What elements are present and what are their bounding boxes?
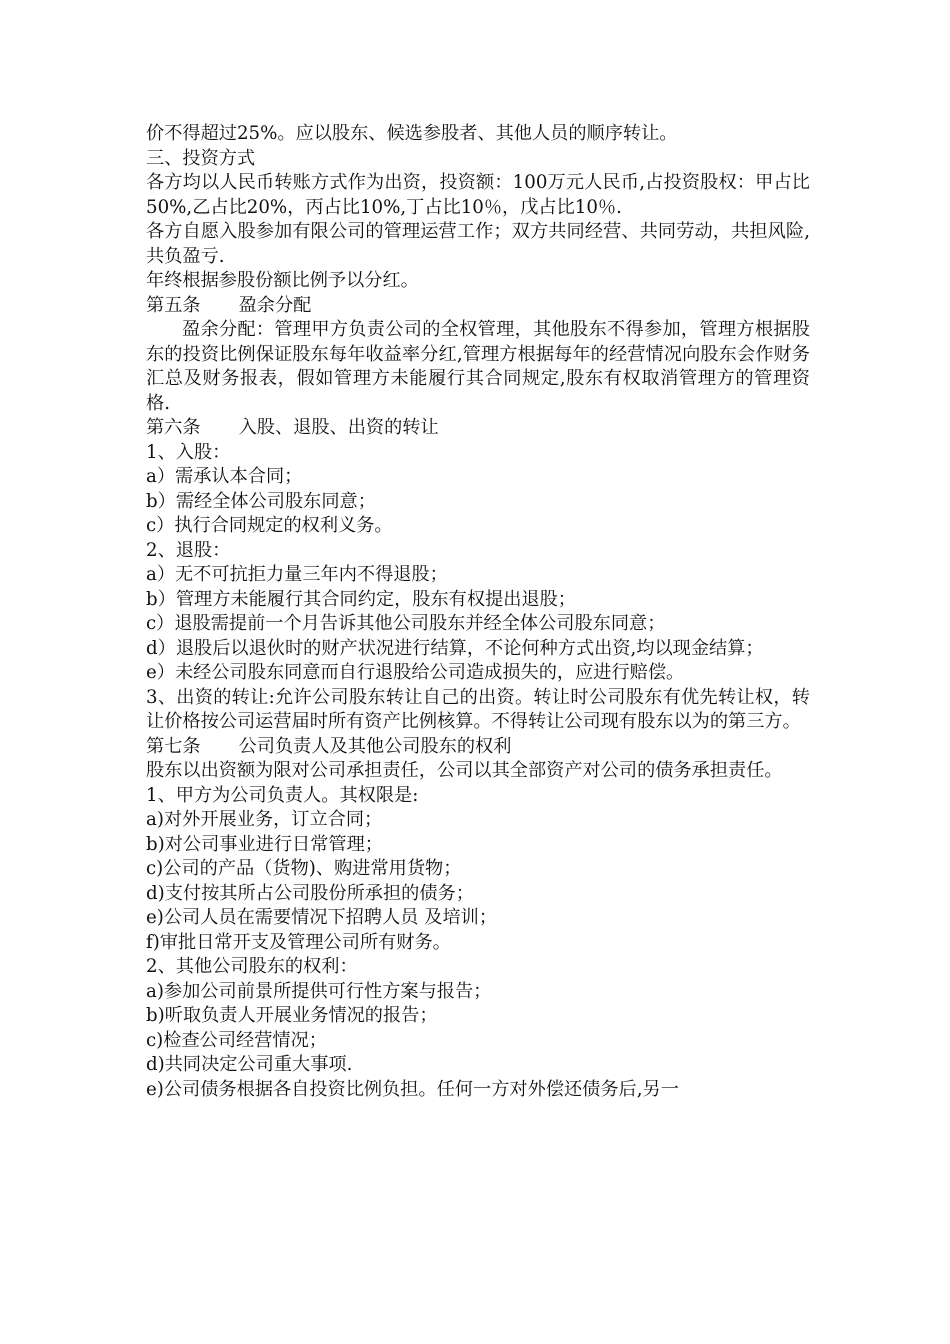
- list-item: a）需承认本合同；: [146, 466, 303, 487]
- list-item: b)听取负责人开展业务情况的报告；: [146, 1005, 438, 1026]
- list-item: c）执行合同规定的权利义务。: [146, 515, 393, 536]
- section-heading: 三、投资方式: [146, 147, 256, 169]
- list-item: d)共同决定公司重大事项.: [146, 1054, 353, 1075]
- list-item: c）退股需提前一个月告诉其他公司股东并经全体公司股东同意；: [146, 613, 666, 634]
- list-item: e)公司债务根据各自投资比例负担。任何一方对外偿还债务后,另一: [146, 1078, 679, 1100]
- list-heading: 1、甲方为公司负责人。其权限是:: [146, 784, 419, 806]
- list-item: b）管理方未能履行其合同约定，股东有权提出退股；: [146, 588, 576, 610]
- list-item: e)公司人员在需要情况下招聘人员 及培训；: [146, 907, 498, 928]
- article-heading: [146, 735, 810, 760]
- document-body: [146, 122, 810, 1102]
- article-heading: [146, 294, 810, 319]
- list-item: b）需经全体公司股东同意；: [146, 490, 376, 512]
- article-title: 公司负责人及其他公司股东的权利: [238, 735, 512, 757]
- paragraph: 股东以出资额为限对公司承担责任，公司以其全部资产对公司的债务承担责任。: [146, 760, 783, 781]
- list-item: d）退股后以退伙时的财产状况进行结算，不论何种方式出资,均以现金结算；: [146, 637, 764, 659]
- list-item: e）未经公司股东同意而自行退股给公司造成损失的，应进行赔偿。: [146, 662, 685, 683]
- article-title: 盈余分配: [238, 294, 312, 316]
- list-heading: 2、其他公司股东的权利：: [146, 956, 358, 977]
- list-item: d)支付按其所占公司股份所承担的债务；: [146, 882, 474, 904]
- article-number: 第六条: [146, 417, 201, 438]
- article-heading: [146, 416, 810, 441]
- article-number: 第七条: [146, 735, 201, 757]
- article-title: 入股、退股、出资的转让: [238, 417, 439, 438]
- paragraph: 价不得超过25%。应以股东、候选参股者、其他人员的顺序转让。: [146, 123, 678, 144]
- list-item: b)对公司事业进行日常管理；: [146, 833, 383, 855]
- list-item: c)公司的产品（货物)、购进常用货物；: [146, 858, 462, 879]
- list-item: c)检查公司经营情况；: [146, 1029, 327, 1051]
- list-item: a）无不可抗拒力量三年内不得退股；: [146, 564, 448, 585]
- list-item: a)参加公司前景所提供可行性方案与报告；: [146, 980, 492, 1002]
- list-item: a)对外开展业务，订立合同；: [146, 809, 383, 830]
- list-item: f)审批日常开支及管理公司所有财务。: [146, 931, 451, 953]
- list-heading: 1、入股：: [146, 441, 231, 463]
- paragraph: 盈余分配：管理甲方负责公司的全权管理，其他股东不得参加，管理方根据股东的投资比例保证股东每年收益率分红,管理方根据每年的经营情况向股东会作财务汇总及财务报表，假如管理方未能履行其合同规定,股东有权取消管理方的管理资格.: [146, 319, 810, 414]
- paragraph: 年终根据参股份额比例予以分红。: [146, 270, 419, 291]
- paragraph: 各方均以人民币转账方式作为出资，投资额：100万元人民币,占投资股权：甲占比50%,乙占比20%，丙占比10%,丁占比10％，戊占比10％.: [146, 172, 810, 218]
- list-heading: 2、退股：: [146, 539, 231, 561]
- article-number: 第五条: [146, 294, 201, 316]
- paragraph: 3、出资的转让:允许公司股东转让自己的出资。转让时公司股东有优先转让权，转让价格按公司运营届时所有资产比例核算。不得转让公司现有股东以为的第三方。: [146, 686, 810, 732]
- paragraph: 各方自愿入股参加有限公司的管理运营工作；双方共同经营、共同劳动，共担风险,共负盈亏.: [146, 221, 810, 267]
